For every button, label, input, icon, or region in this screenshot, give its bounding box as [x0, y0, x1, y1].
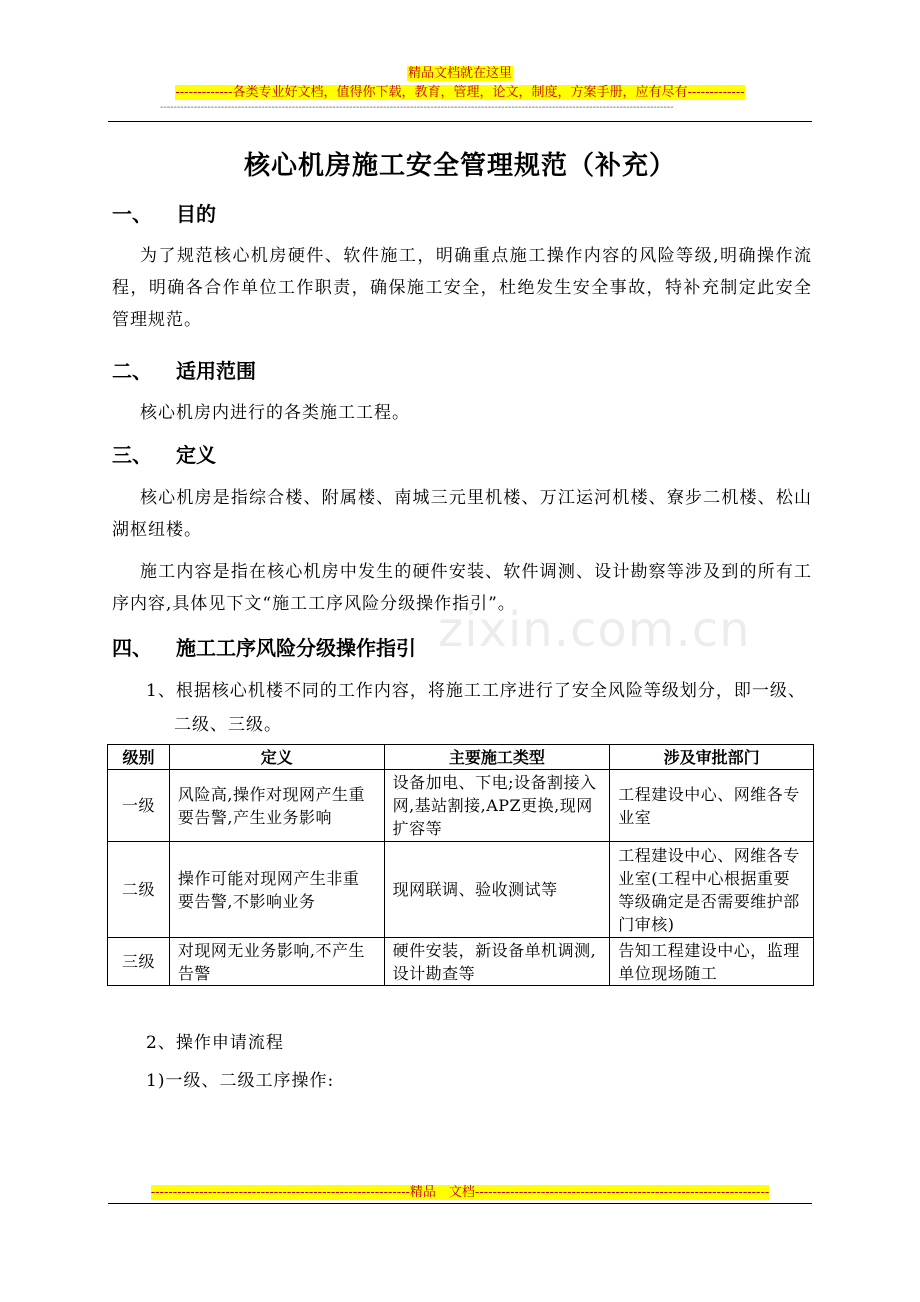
header-rule — [108, 121, 812, 122]
header-tagline: 精品文档就在这里 — [407, 66, 512, 81]
guide-item-1-cont: 二级、三级。 — [174, 715, 282, 735]
page-title: 核心机房施工安全管理规范（补充） — [243, 151, 676, 181]
risk-level-table — [107, 744, 814, 986]
table-cell-definition: 对现网无业务影响,不产生告警 — [169, 938, 384, 986]
table-cell-dept: 工程建设中心、网维各专业室(工程中心根据重要等级确定是否需要维护部门审核) — [610, 842, 814, 938]
footer-banner: -----------------------------------------------------------精品 文档------------------------------------------------------------------- — [150, 1185, 770, 1200]
table-cell-level: 三级 — [108, 938, 170, 986]
table-cell-type: 现网联调、验收测试等 — [384, 842, 610, 938]
table-row — [108, 842, 814, 938]
table-row — [108, 770, 814, 842]
watermark: zixin.com.cn — [438, 602, 751, 658]
section-heading-purpose: 一、 目的 — [112, 202, 216, 226]
definition-text-rooms: 核心机房是指综合楼、附属楼、南城三元里机楼、万江运河机楼、寮步二机楼、松山湖枢纽楼。 — [112, 488, 812, 540]
guide-item-2-1: 1)一级、二级工序操作: — [146, 1071, 335, 1091]
scope-text: 核心机房内进行的各类施工工程。 — [140, 403, 410, 423]
table-header-row — [108, 745, 814, 770]
table-cell-level: 二级 — [108, 842, 170, 938]
table-cell-definition: 操作可能对现网产生非重要告警,不影响业务 — [169, 842, 384, 938]
section-heading-definition: 三、 定义 — [112, 443, 216, 467]
guide-item-1: 1、根据核心机楼不同的工作内容，将施工工序进行了安全风险等级划分，即一级、 — [146, 681, 806, 701]
section-heading-guide: 四、 施工工序风险分级操作指引 — [112, 636, 416, 660]
footer-rule — [108, 1203, 812, 1204]
header-dash-line: -------------------------------------------------------------------------------------------------------------------------------------------------------- — [160, 103, 674, 113]
table-cell-dept: 工程建设中心、网维各专业室 — [610, 770, 814, 842]
column-header-type: 主要施工类型 — [384, 745, 610, 770]
table-row — [108, 938, 814, 986]
purpose-text: 为了规范核心机房硬件、软件施工，明确重点施工操作内容的风险等级,明确操作流程，明确各合作单位工作职责，确保施工安全，杜绝发生安全事故，特补充制定此安全管理规范。 — [112, 246, 812, 330]
table-cell-definition: 风险高,操作对现网产生重要告警,产生业务影响 — [169, 770, 384, 842]
header-banner: -------------各类专业好文档，值得你下载，教育，管理，论文，制度，方案手册，应有尽有------------- — [175, 85, 745, 100]
table-cell-type: 设备加电、下电;设备割接入网,基站割接,APZ更换,现网扩容等 — [384, 770, 610, 842]
table-cell-level: 一级 — [108, 770, 170, 842]
table-cell-type: 硬件安装，新设备单机调测,设计勘查等 — [384, 938, 610, 986]
guide-item-2: 2、操作申请流程 — [146, 1033, 284, 1053]
section-heading-scope: 二、 适用范围 — [112, 359, 256, 383]
column-header-level: 级别 — [108, 745, 170, 770]
column-header-dept: 涉及审批部门 — [610, 745, 814, 770]
definition-text-content: 施工内容是指在核心机房中发生的硬件安装、软件调测、设计勘察等涉及到的所有工序内容,具体见下文“施工工序风险分级操作指引”。 — [112, 562, 812, 614]
table-cell-dept: 告知工程建设中心，监理单位现场随工 — [610, 938, 814, 986]
column-header-definition: 定义 — [169, 745, 384, 770]
